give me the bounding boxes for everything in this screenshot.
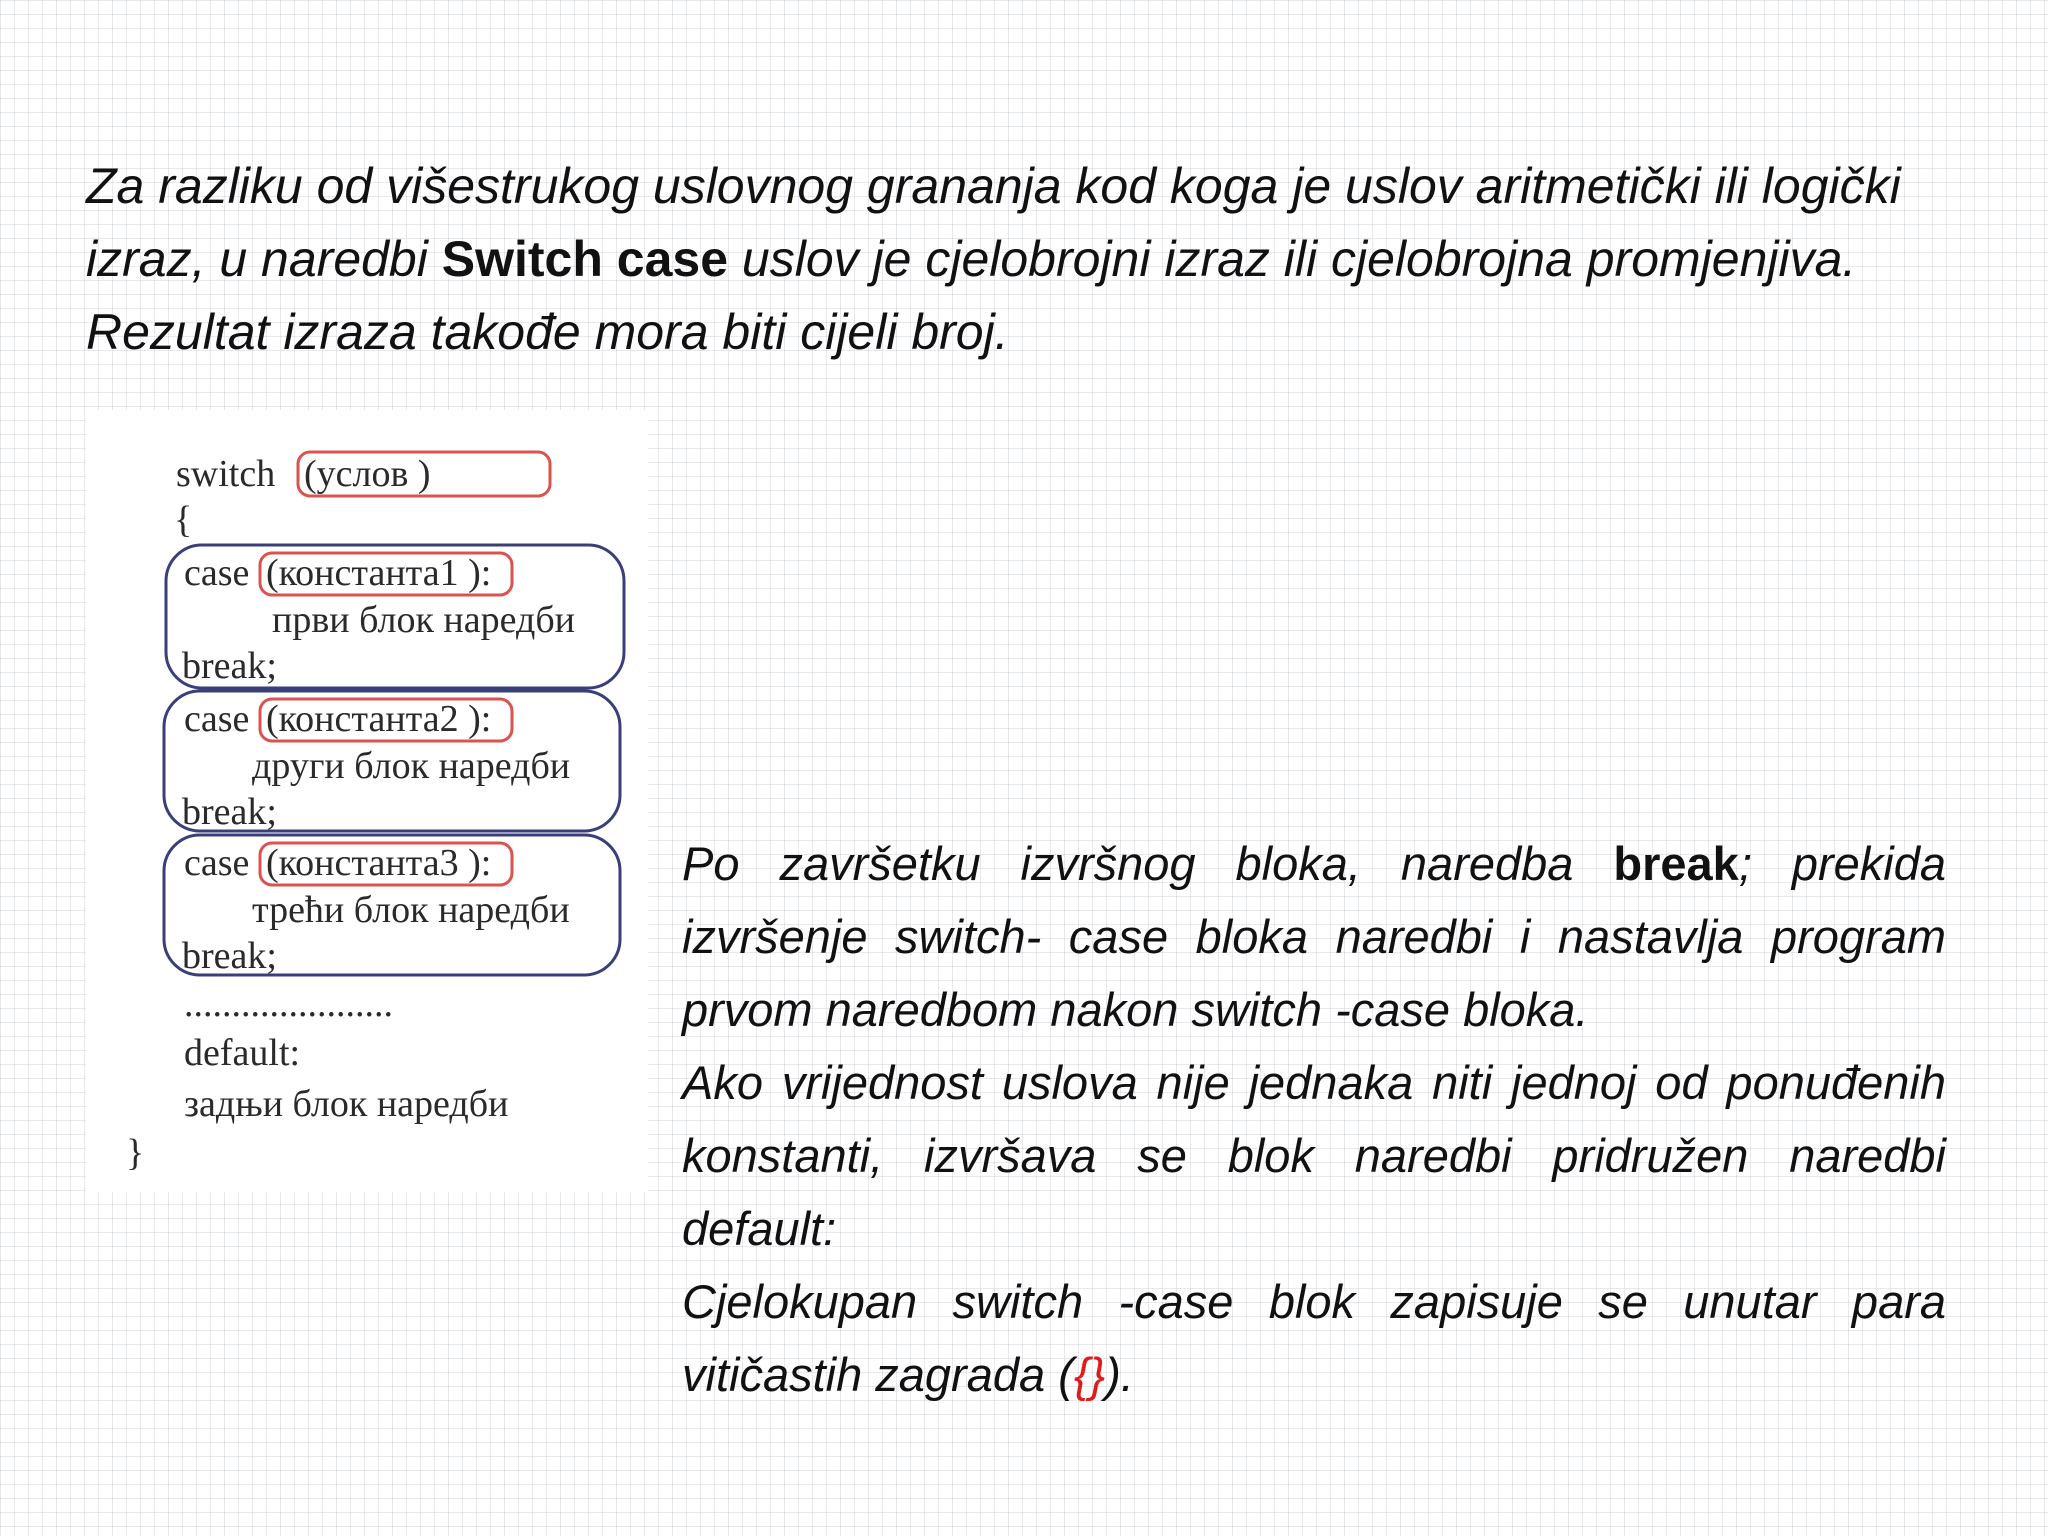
switch-syntax-diagram [86,410,648,1192]
switch-keyword: switch [176,453,276,495]
explanation-paragraph-1 [682,827,1946,1046]
break-keyword: break [1613,837,1739,890]
intro-paragraph [86,150,2006,369]
intro-text-before: Za razliku od višestrukog uslovnog grananja kod koga je uslov aritmetički ili logički izraz, u naredbi [86,158,1901,287]
case-3-constant: (константа3 ): [266,842,492,884]
ellipsis-dots: ...................... [184,983,393,1025]
case-2-break: break; [182,791,277,833]
case-3-break: break; [182,935,277,977]
p1-text-before: Po završetku izvršnog bloka, naredba [682,837,1614,890]
case-1-keyword: case [184,552,250,594]
explanation-paragraph-3 [682,1265,1946,1411]
switch-condition: (услов ) [304,453,431,495]
default-block: задњи блок наредби [184,1083,509,1125]
case-1-constant: (константа1 ): [266,552,492,594]
case-3-keyword: case [184,842,250,884]
case-2-keyword: case [184,698,250,740]
p3-text-after: ). [1105,1348,1134,1401]
intro-text-after: uslov je cjelobrojni izraz ili cjelobrojna promjenjiva. Rezultat izraza takođe mora biti cijeli broj. [86,231,1857,360]
case-3-block: трећи блок наредби [252,889,570,931]
default-keyword: default: [184,1032,301,1074]
open-brace: { [174,499,193,541]
explanation-text [682,827,1946,1411]
close-brace: } [126,1132,145,1174]
case-1-break: break; [182,645,277,687]
case-2-block: други блок наредби [252,745,571,787]
intro-keyword-switch-case: Switch case [441,231,729,287]
p1-text-after: ; prekida izvršenje switch- case bloka naredbi i nastavlja program prvom naredbom nakon switch -case bloka. [682,837,1946,1036]
switch-syntax-figure [86,410,648,1192]
explanation-paragraph-2: Ako vrijednost uslova nije jednaka niti jednoj od ponuđenih konstanti, izvršava se blok naredbi pridružen naredbi default: [682,1056,1946,1255]
case-2-constant: (константа2 ): [266,698,492,740]
case-1-block: први блок наредби [272,599,575,641]
curly-braces: {} [1073,1348,1106,1401]
p3-text-before: Cjelokupan switch -case blok zapisuje se unutar para vitičastih zagrada ( [682,1275,1946,1401]
